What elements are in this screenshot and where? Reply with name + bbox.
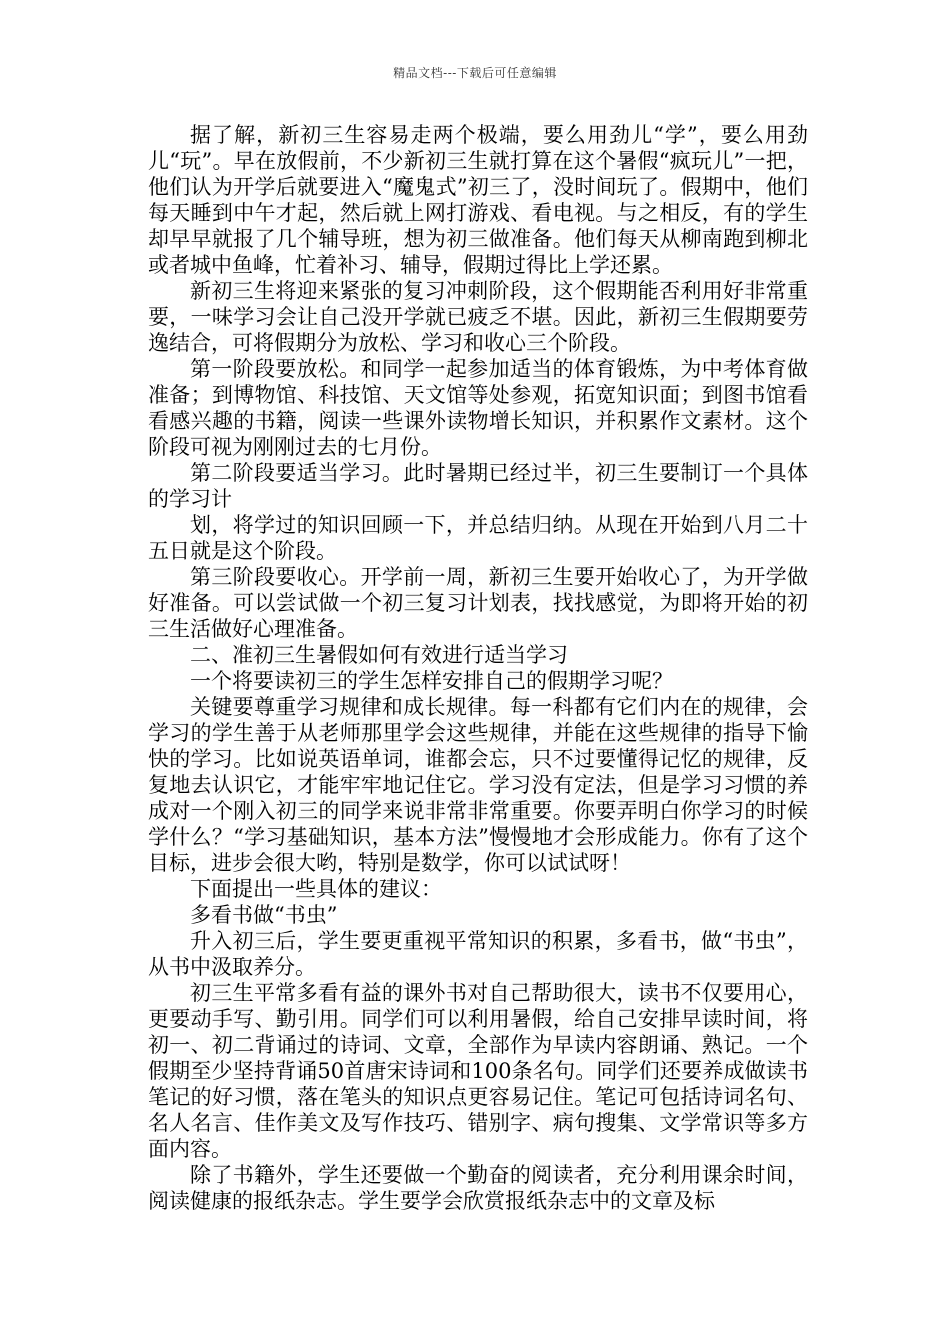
paragraph: 第二阶段要适当学习。此时暑期已经过半，初三生要制订一个具体的学习计 [148,461,808,511]
paragraph: 第三阶段要收心。开学前一周，新初三生要开始收心了，为开学做好准备。可以尝试做一个初三复习计划表，找找感觉，为即将开始的初三生活做好心理准备。 [148,565,808,641]
document-body [148,122,808,1214]
section-heading: 二、准初三生暑假如何有效进行适当学习 [190,643,568,667]
paragraph: 下面提出一些具体的建议： [190,877,442,901]
page-header: 精品文档---下载后可任意编辑 [393,66,557,80]
paragraph: 关键要尊重学习规律和成长规律。每一科都有它们内在的规律，会学习的学生善于从老师那里学会这些规律，并能在这些规律的指导下愉快的学习。比如说英语单词，谁都会忘，只不过要懂得记忆的规律，反复地去认识它，才能牢牢地记住它。学习没有定法，但是学习习惯的养成对一个刚入初三的同学来说非常非常重要。你要弄明白你学习的时候学什么？“学习基础知识，基本方法”慢慢地才会形成能力。你有了这个目标，进步会很大哟，特别是数学，你可以试试呀！ [148,695,808,875]
paragraph: 据了解，新初三生容易走两个极端，要么用劲儿“学”，要么用劲儿“玩”。早在放假前，不少新初三生就打算在这个暑假“疯玩儿”一把，他们认为开学后就要进入“魔鬼式”初三了，没时间玩了。假期中，他们每天睡到中午才起，然后就上网打游戏、看电视。与之相反，有的学生却早早就报了几个辅导班，想为初三做准备。他们每天从柳南跑到柳北或者城中鱼峰，忙着补习、辅导，假期过得比上学还累。 [148,123,808,277]
paragraph: 除了书籍外，学生还要做一个勤奋的阅读者，充分利用课余时间，阅读健康的报纸杂志。学生要学会欣赏报纸杂志中的文章及标 [148,1163,808,1213]
paragraph: 新初三生将迎来紧张的复习冲刺阶段，这个假期能否利用好非常重要，一味学习会让自己没开学就已疲乏不堪。因此，新初三生假期要劳逸结合，可将假期分为放松、学习和收心三个阶段。 [148,279,808,355]
paragraph: 一个将要读初三的学生怎样安排自己的假期学习呢？ [190,669,673,693]
paragraph: 升入初三后，学生要更重视平常知识的积累，多看书，做“书虫”，从书中汲取养分。 [148,929,808,979]
paragraph: 初三生平常多看有益的课外书对自己帮助很大，读书不仅要用心，更要动手写、勤引用。同学们可以利用暑假，给自己安排早读时间，将初一、初二背诵过的诗词、文章，全部作为早读内容朗诵、熟记。一个假期至少坚持背诵50首唐宋诗词和100条名句。同学们还要养成做读书笔记的好习惯，落在笔头的知识点更容易记住。笔记可包括诗词名句、名人名言、佳作美文及写作技巧、错别字、病句搜集、文学常识等多方面内容。 [148,981,808,1161]
paragraph: 第一阶段要放松。和同学一起参加适当的体育锻炼，为中考体育做准备；到博物馆、科技馆、天文馆等处参观，拓宽知识面；到图书馆看看感兴趣的书籍，阅读一些课外读物增长知识，并积累作文素材。这个阶段可视为刚刚过去的七月份。 [148,357,808,459]
paragraph: 划，将学过的知识回顾一下，并总结归纳。从现在开始到八月二十五日就是这个阶段。 [148,513,808,563]
subheading: 多看书做“书虫” [190,903,338,927]
